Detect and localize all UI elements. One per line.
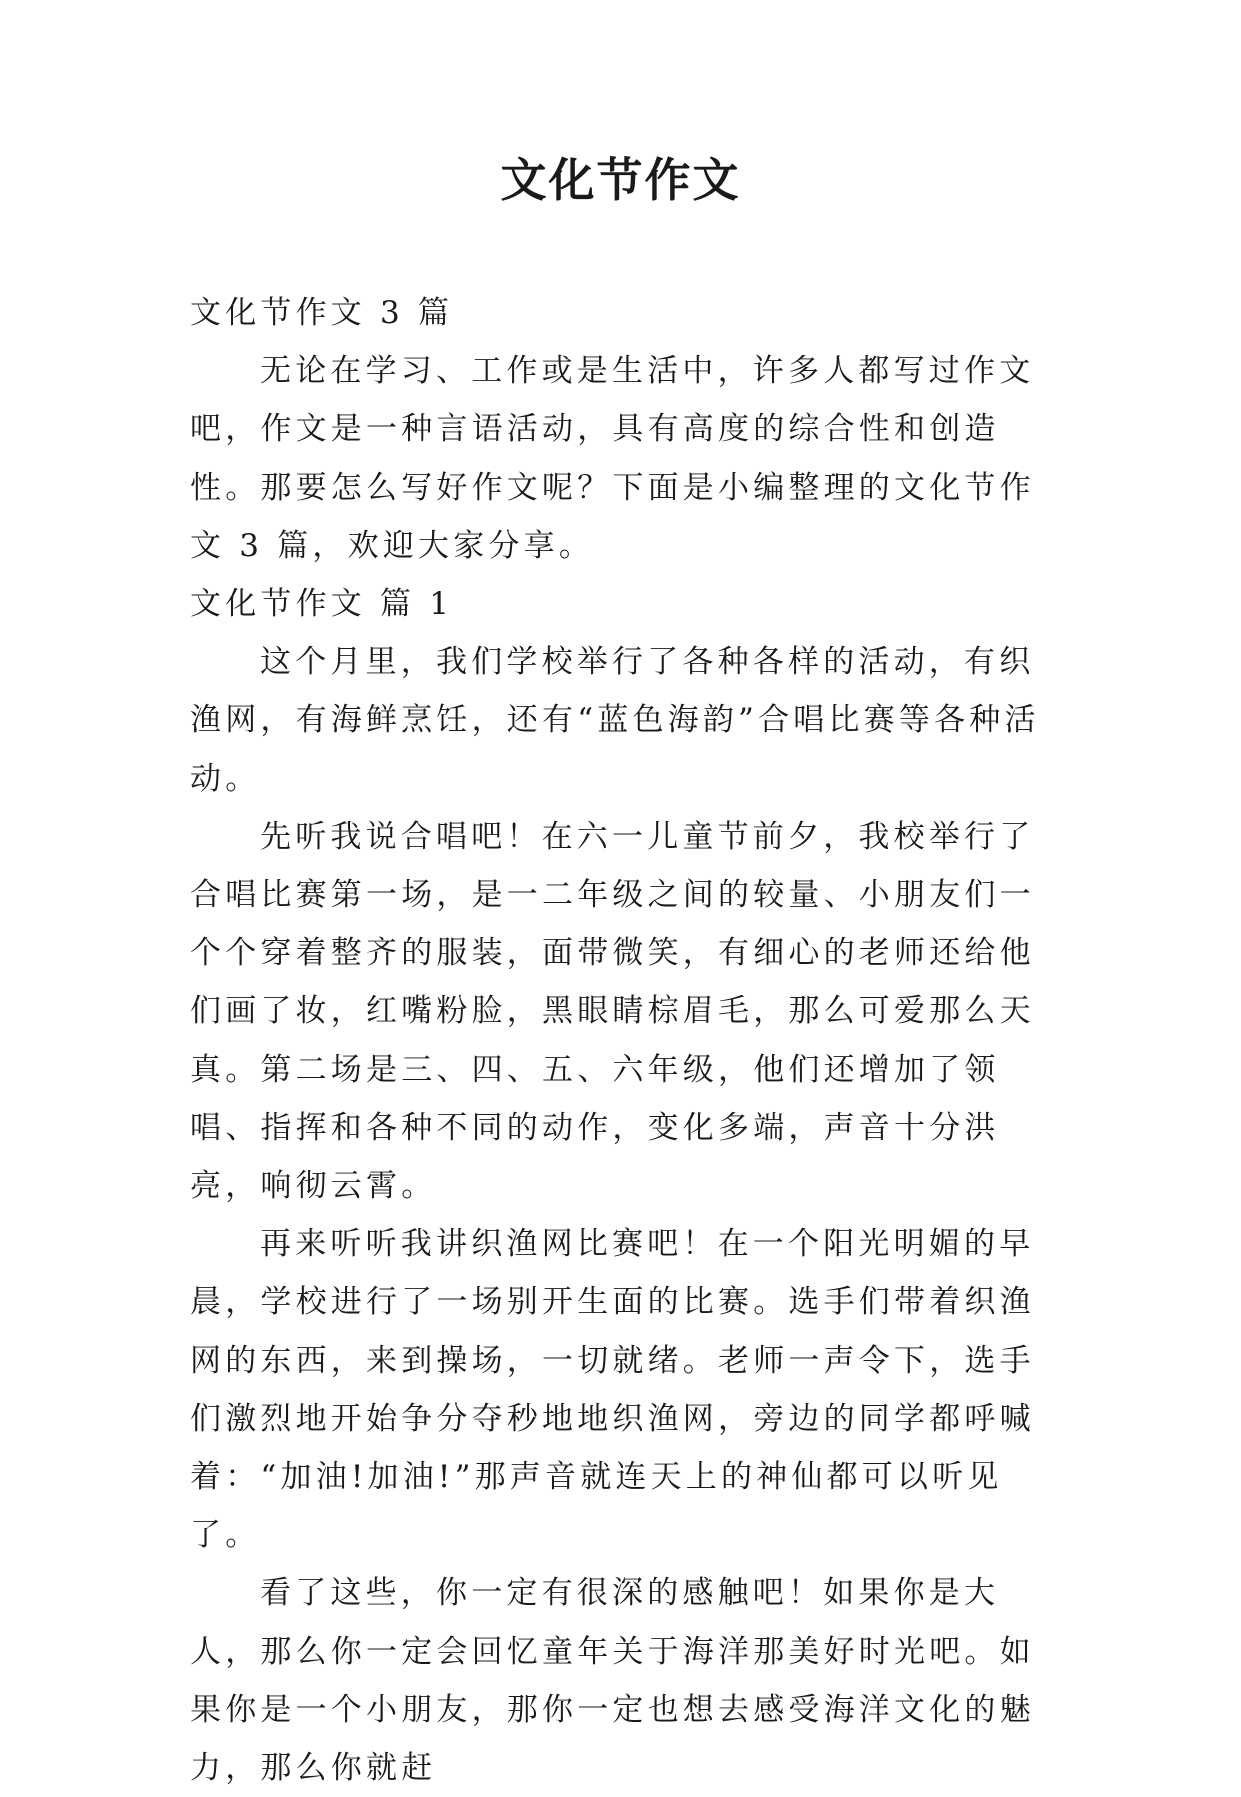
document-body: [190, 284, 1050, 1797]
body-paragraph: 再来听听我讲织渔网比赛吧！在一个阳光明媚的早晨，学校进行了一场别开生面的比赛。选手们带着织渔网的东西，来到操场，一切就绪。老师一声令下，选手们激烈地开始争分夺秒地地织渔网，旁边的同学都呼喊着：“加油!加油!”那声音就连天上的神仙都可以听见了。: [190, 1226, 1035, 1554]
body-paragraph: 看了这些，你一定有很深的感触吧！如果你是大人，那么你一定会回忆童年关于海洋那美好时光吧。如果你是一个小朋友，那你一定也想去感受海洋文化的魅力，那么你就赶: [190, 1575, 1035, 1787]
intro-paragraph: 无论在学习、工作或是生活中，许多人都写过作文吧，作文是一种言语活动，具有高度的综合性和创造性。那要怎么写好作文呢？下面是小编整理的文化节作文 3 篇，欢迎大家分享。: [190, 353, 1035, 564]
body-paragraph: 这个月里，我们学校举行了各种各样的活动，有织渔网，有海鲜烹饪，还有“蓝色海韵”合唱比赛等各种活动。: [190, 644, 1040, 797]
document-title: 文化节作文: [500, 153, 741, 207]
section-heading: 文化节作文 篇 1: [190, 586, 454, 623]
document-subtitle: 文化节作文 3 篇: [190, 295, 454, 331]
body-paragraph: 先听我说合唱吧！在六一儿童节前夕，我校举行了合唱比赛第一场，是一二年级之间的较量、小朋友们一个个穿着整齐的服装，面带微笑，有细心的老师还给他们画了妆，红嘴粉脸，黑眼睛棕眉毛，那么可爱那么天真。第二场是三、四、五、六年级，他们还增加了领唱、指挥和各种不同的动作，变化多端，声音十分洪亮，响彻云霄。: [190, 818, 1035, 1205]
